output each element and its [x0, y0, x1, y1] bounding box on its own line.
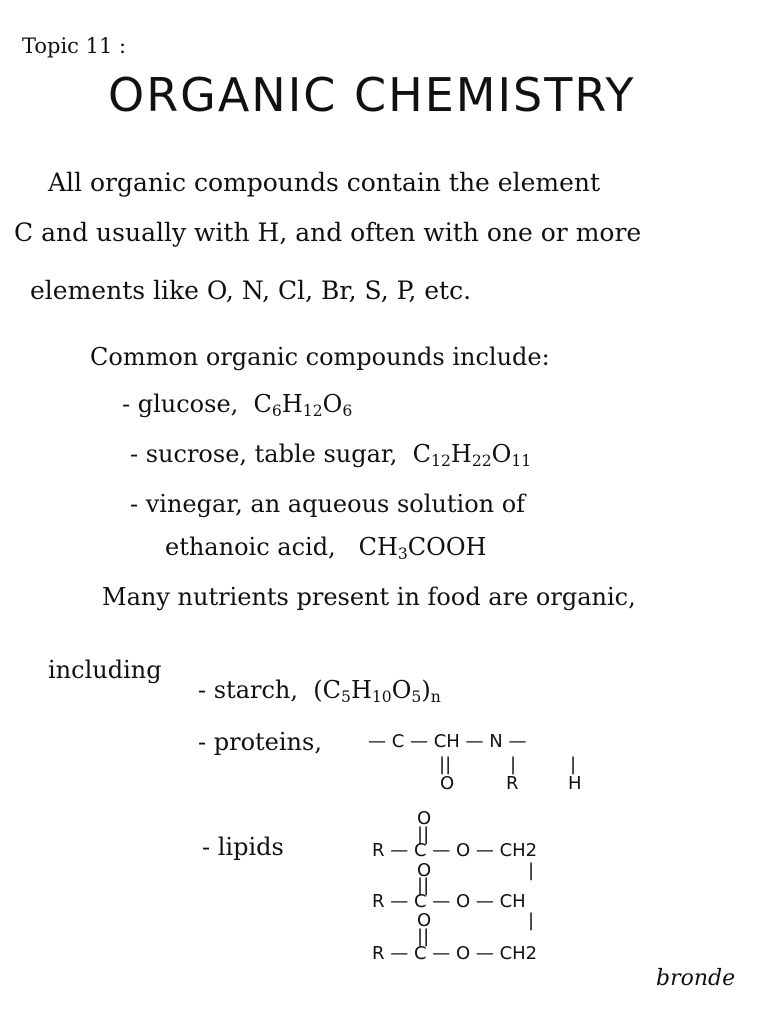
lipids-label: - lipids	[202, 833, 284, 861]
intro-line-2: C and usually with H, and often with one or more	[14, 218, 642, 247]
protein-single-bond-h: |	[570, 754, 577, 775]
lipid-double-bond-1: ||	[417, 824, 430, 845]
proteins-label: - proteins,	[198, 728, 322, 756]
lipid-oxygen-2: O	[417, 860, 432, 881]
author-signature: bronde	[656, 966, 736, 991]
protein-chain: — C — CH — N —	[368, 731, 527, 752]
including-label: including	[48, 656, 162, 684]
topic-label: Topic 11 :	[22, 34, 127, 58]
intro-line-1: All organic compounds contain the element	[48, 168, 601, 197]
lipid-backbone-bond-2: |	[528, 910, 535, 931]
common-heading: Common organic compounds include:	[90, 343, 550, 371]
lipid-row-1: R — C — O — CH2	[372, 840, 538, 861]
protein-hydrogen: H	[568, 773, 582, 794]
vinegar-formula: $CH_3COOH$	[358, 533, 487, 563]
lipid-double-bond-2: ||	[417, 875, 430, 896]
glucose-label: - glucose,	[122, 390, 239, 418]
vinegar-label-cont: ethanoic acid,	[165, 533, 336, 561]
intro-line-3: elements like O, N, Cl, Br, S, P, etc.	[30, 276, 472, 305]
protein-double-bond: ||	[439, 754, 452, 775]
lipid-backbone-bond-1: |	[528, 860, 535, 881]
nutrients-heading: Many nutrients present in food are organic,	[102, 583, 636, 611]
page-title: ORGANIC CHEMISTRY	[108, 68, 636, 122]
starch-formula: $(C_5H_{10}O_5)_n$	[313, 676, 441, 706]
lipid-double-bond-3: ||	[417, 926, 430, 947]
lipid-oxygen-3: O	[417, 910, 432, 931]
lipid-row-2: R — C — O — CH	[372, 891, 526, 912]
lipid-oxygen-1: O	[417, 808, 432, 829]
protein-r-group: R	[506, 773, 519, 794]
starch-item	[198, 678, 441, 705]
sucrose-label: - sucrose, table sugar,	[130, 440, 398, 468]
sucrose-item	[130, 442, 531, 469]
glucose-formula: $C_6H_{12}O_6$	[253, 390, 353, 420]
protein-single-bond-r: |	[510, 754, 517, 775]
proteins-item	[198, 730, 322, 754]
vinegar-item: - vinegar, an aqueous solution of	[130, 490, 526, 518]
glucose-item	[122, 392, 352, 419]
sucrose-formula: $C_{12}H_{22}O_{11}$	[412, 440, 532, 470]
lipid-row-3: R — C — O — CH2	[372, 943, 538, 964]
starch-label: - starch,	[198, 676, 299, 704]
protein-oxygen: O	[440, 773, 455, 794]
vinegar-item-cont	[165, 535, 486, 562]
